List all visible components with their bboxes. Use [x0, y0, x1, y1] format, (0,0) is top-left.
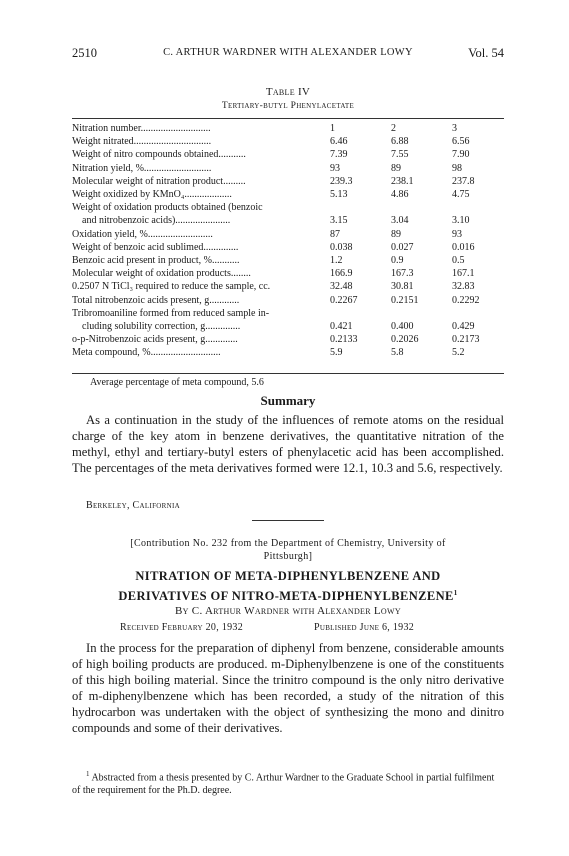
table-row-label: 0.2507 N TiCl₃ required to reduce the sample, cc.: [72, 281, 271, 293]
table-cell: 32.83: [452, 281, 475, 293]
table-row: [72, 136, 504, 147]
summary-location: Berkeley, California: [86, 500, 180, 511]
table-cell: 7.39: [330, 149, 348, 161]
table-cell: 93: [330, 162, 340, 174]
table-cell: 6.56: [452, 136, 470, 148]
section-divider: [252, 520, 324, 521]
table-cell: 5.2: [452, 347, 465, 359]
table-cell: 2: [391, 123, 396, 134]
summary-paragraph: [72, 412, 504, 476]
table-cell: 3: [452, 123, 457, 134]
table-row: [72, 202, 504, 213]
table-cell: 0.2026: [391, 334, 419, 346]
table-cell: 1.2: [330, 255, 343, 266]
table-row: [72, 255, 504, 266]
table-row: [72, 176, 504, 187]
table-row: [72, 229, 504, 240]
table-row-label: Oxidation yield, %..........................: [72, 228, 213, 240]
table-cell: 167.3: [391, 268, 414, 280]
table-cell: 4.75: [452, 189, 470, 200]
table-cell: 0.421: [330, 321, 353, 332]
table-cell: 166.9: [330, 268, 353, 280]
table-cell: 237.8: [452, 175, 475, 187]
table-cell: 89: [391, 162, 401, 174]
table-cell: 89: [391, 228, 401, 240]
article-title-line-2: DERIVATIVES OF NITRO-META-DIPHENYLBENZENE$^1$: [118, 589, 458, 604]
article-authors: By C. Arthur Wardner with Alexander Lowy: [175, 605, 401, 617]
article-title: [72, 568, 504, 605]
table-cell: 3.15: [330, 215, 348, 227]
table-row-label: Nitration yield, %...........................: [72, 162, 212, 174]
table-row: [72, 295, 504, 306]
page-header: [72, 46, 504, 64]
table-cell: 4.86: [391, 189, 409, 200]
summary-text: As a continuation in the study of the influences of remote atoms on the residual charge of the key atom in benzene derivatives, the quantitative nitration of the methyl, ethyl and tertiary-butyl esters of phenylacetic acid has been accomplished. The percentages of the meta derivatives formed were 12.1, 10.3 and 5.6, respectively.: [72, 413, 504, 475]
article-body: [72, 640, 504, 736]
table-bottom-rule: [72, 373, 504, 374]
contribution-note: [72, 537, 504, 563]
table-row-label: Benzoic acid present in product, %...........: [72, 255, 240, 266]
table-cell: 6.46: [330, 136, 348, 148]
table-row: [72, 123, 504, 134]
table-cell: 167.1: [452, 268, 475, 280]
table-cell: 93: [452, 228, 462, 240]
table-row-label: Weight oxidized by KMnO₄...................: [72, 189, 232, 200]
table-row-label: o-p-Nitrobenzoic acids present, g.............: [72, 334, 238, 346]
table-cell: 0.016: [452, 241, 475, 253]
running-title: C. ARTHUR WARDNER WITH ALEXANDER LOWY: [163, 47, 413, 58]
table-row: [72, 215, 504, 226]
table-subtitle: Tertiary-butyl Phenylacetate: [221, 101, 355, 111]
table-row: [72, 149, 504, 160]
article-title-line-1: NITRATION OF META-DIPHENYLBENZENE AND: [135, 569, 441, 583]
table-cell: 0.2173: [452, 334, 480, 346]
table-average-note: Average percentage of meta compound, 5.6: [90, 377, 264, 388]
table-row-label: Molecular weight of nitration product.........: [72, 175, 246, 187]
contribution-line-2: Pittsburgh]: [263, 551, 313, 562]
table-row-label: Weight of benzoic acid sublimed..............: [72, 241, 239, 253]
table-row: [72, 163, 504, 174]
table-row-label: Meta compound, %............................: [72, 347, 221, 359]
table-cell: 0.9: [391, 255, 404, 266]
table-cell: 0.2292: [452, 294, 480, 306]
table-row-label: Weight of nitro compounds obtained...........: [72, 149, 246, 161]
table-cell: 5.8: [391, 347, 404, 359]
table-cell: 238.1: [391, 175, 414, 187]
article-body-text: In the process for the preparation of diphenyl from benzene, considerable amounts of high boiling products are produced. m-Diphenylbenzene is one of the constituents of this high boiling material. Since the trinitro compound is the only nitro derivative of m-diphenylbenzene which has been recorded, a study of the nitration of this hydrocarbon was undertaken with the object of synthesizing the mono and dinitro compounds and some of their derivatives.: [72, 641, 504, 735]
table-cell: 6.88: [391, 136, 409, 148]
table-cell: 0.2133: [330, 334, 358, 346]
table-cell: 5.13: [330, 189, 348, 200]
table-row: [72, 334, 504, 345]
table-cell: 32.48: [330, 281, 353, 293]
table-cell: 239.3: [330, 175, 353, 187]
table-row: [72, 242, 504, 253]
published-date: Published June 6, 1932: [314, 622, 415, 633]
table-row: [72, 189, 504, 200]
table-cell: 0.429: [452, 321, 475, 332]
table-row-label: Nitration number............................: [72, 123, 211, 134]
table-caption: Table IV: [265, 86, 311, 98]
table-cell: 5.9: [330, 347, 343, 359]
summary-heading: Summary: [260, 393, 316, 408]
table-row: [72, 268, 504, 279]
contribution-line-1: [Contribution No. 232 from the Department of Chemistry, University of: [130, 538, 446, 549]
table-cell: 7.90: [452, 149, 470, 161]
table-cell: 7.55: [391, 149, 409, 161]
table-row-label: Weight of oxidation products obtained (benzoic: [72, 202, 263, 214]
table-cell: 3.04: [391, 215, 409, 227]
table-cell: 30.81: [391, 281, 414, 293]
received-date: Received February 20, 1932: [120, 622, 244, 633]
table-row: [72, 281, 504, 292]
table-row: [72, 308, 504, 319]
table-top-rule: [72, 118, 504, 119]
table-row: [72, 321, 504, 332]
table-row-label: Molecular weight of oxidation products........: [72, 268, 251, 280]
table-row-label: cluding solubility correction, g..............: [82, 321, 241, 332]
footnote-text: Abstracted from a thesis presented by C. Arthur Wardner to the Graduate School in partial fulfilment of the requirement for the Ph.D. degree.: [72, 772, 495, 797]
table-cell: 0.5: [452, 255, 465, 266]
table-cell: 0.038: [330, 241, 353, 253]
table-cell: 0.027: [391, 241, 414, 253]
table-cell: 0.400: [391, 321, 414, 332]
table-cell: 98: [452, 162, 462, 174]
table-cell: 1: [330, 123, 335, 134]
title-footnote-mark: 1: [453, 589, 458, 597]
table-cell: 3.10: [452, 215, 470, 227]
table-row-label: and nitrobenzoic acids)......................: [82, 215, 231, 227]
volume-label: Vol. 54: [468, 46, 504, 60]
table-row: [72, 347, 504, 358]
table-cell: 87: [330, 228, 340, 240]
page-number: 2510: [72, 46, 97, 60]
table-row-label: Weight nitrated...............................: [72, 136, 212, 148]
table-cell: 0.2151: [391, 294, 419, 306]
table-row-label: Total nitrobenzoic acids present, g............: [72, 294, 240, 306]
table-cell: 0.2267: [330, 294, 358, 306]
table-row-label: Tribromoaniline formed from reduced sample in-: [72, 307, 270, 319]
footnote: $^1$ Abstracted from a thesis presented by C. Arthur Wardner to the Graduate School in partial fulfilment of the requirement for the Ph.D. degree.: [72, 770, 495, 797]
